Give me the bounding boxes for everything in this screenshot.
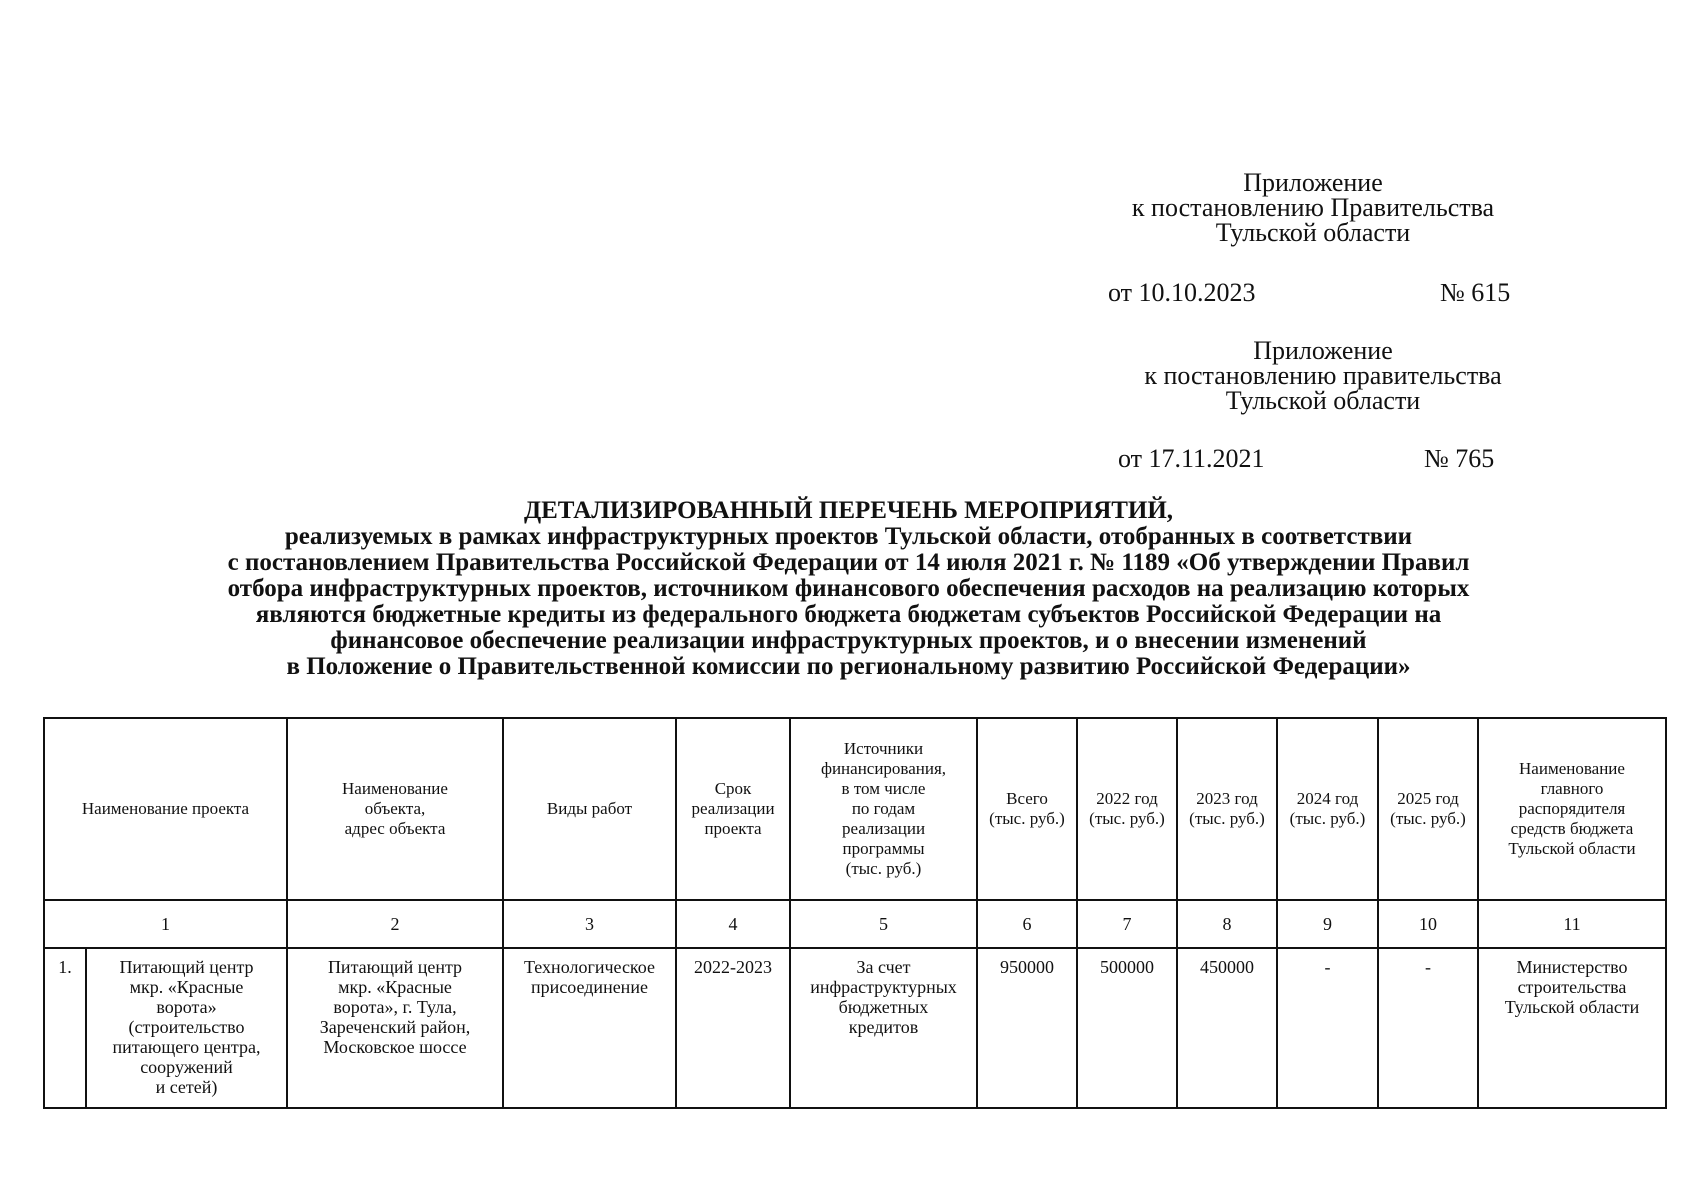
table-row (44, 948, 1666, 1108)
measures-table (43, 717, 1667, 1109)
header-2023: 2023 год (тыс. руб.) (1177, 718, 1277, 900)
appendix-current-line3: Тульской области (1215, 218, 1411, 247)
column-number: 2 (287, 900, 503, 948)
appendix-previous-line3: Тульской области (1225, 386, 1421, 415)
cell-object: Питающий центр мкр. «Красные ворота», г. Тула, Зареченский район, Московское шоссе (287, 948, 503, 1108)
title-line-5: являются бюджетные кредиты из федерального бюджета бюджетам субъектов Российской Федерации на (255, 601, 1442, 628)
document-title (0, 498, 1697, 680)
cell-project: Питающий центр мкр. «Красные ворота» (строительство питающего центра, сооружений и сетей) (86, 948, 287, 1108)
cell-2025: - (1378, 948, 1478, 1108)
appendix-previous-line1: Приложение (1253, 336, 1393, 365)
title-line-2: реализуемых в рамках инфраструктурных проектов Тульской области, отобранных в соответствии (284, 523, 1413, 550)
title-line-7: в Положение о Правительственной комиссии по региональному развитию Российской Федерации» (286, 653, 1411, 680)
appendix-previous (1118, 338, 1528, 413)
column-number: 11 (1478, 900, 1666, 948)
column-number: 10 (1378, 900, 1478, 948)
row-index: 1. (44, 948, 86, 1108)
title-line-3: с постановлением Правительства Российской Федерации от 14 июля 2021 г. № 1189 «Об утверждении Правил (227, 549, 1470, 576)
column-number: 8 (1177, 900, 1277, 948)
cell-2024: - (1277, 948, 1378, 1108)
appendix-current-line1: Приложение (1243, 168, 1383, 197)
appendix-previous-line2: к постановлению правительства (1144, 361, 1502, 390)
header-object: Наименование объекта, адрес объекта (287, 718, 503, 900)
header-administrator: Наименование главного распорядителя средств бюджета Тульской области (1478, 718, 1666, 900)
header-project: Наименование проекта (44, 718, 287, 900)
header-period: Срок реализации проекта (676, 718, 790, 900)
appendix-current-date: от 10.10.2023 (1108, 278, 1256, 307)
title-line-1: ДЕТАЛИЗИРОВАННЫЙ ПЕРЕЧЕНЬ МЕРОПРИЯТИЙ, (523, 497, 1174, 524)
column-number: 5 (790, 900, 977, 948)
header-works: Виды работ (503, 718, 676, 900)
appendix-current-number: № 615 (1440, 278, 1511, 307)
header-total: Всего (тыс. руб.) (977, 718, 1077, 900)
cell-administrator: Министерство строительства Тульской области (1478, 948, 1666, 1108)
column-number: 7 (1077, 900, 1177, 948)
cell-works: Технологическое присоединение (503, 948, 676, 1108)
cell-2022: 500000 (1077, 948, 1177, 1108)
header-sources: Источники финансирования, в том числе по годам реализации программы (тыс. руб.) (790, 718, 977, 900)
appendix-previous-number: № 765 (1424, 444, 1495, 473)
appendix-previous-date: от 17.11.2021 (1118, 444, 1265, 473)
table-header-row (44, 718, 1666, 900)
appendix-current-line2: к постановлению Правительства (1131, 193, 1495, 222)
cell-source: За счет инфраструктурных бюджетных кредитов (790, 948, 977, 1108)
column-number: 6 (977, 900, 1077, 948)
column-number: 9 (1277, 900, 1378, 948)
cell-2023: 450000 (1177, 948, 1277, 1108)
cell-period: 2022-2023 (676, 948, 790, 1108)
cell-total: 950000 (977, 948, 1077, 1108)
header-2024: 2024 год (тыс. руб.) (1277, 718, 1378, 900)
column-numbers-row (44, 900, 1666, 948)
column-number: 3 (503, 900, 676, 948)
header-2025: 2025 год (тыс. руб.) (1378, 718, 1478, 900)
column-number: 1 (44, 900, 287, 948)
title-line-4: отбора инфраструктурных проектов, источником финансового обеспечения расходов на реализацию которых (227, 575, 1470, 602)
header-2022: 2022 год (тыс. руб.) (1077, 718, 1177, 900)
title-line-6: финансовое обеспечение реализации инфраструктурных проектов, и о внесении изменений (330, 627, 1367, 654)
appendix-current (1108, 170, 1518, 245)
column-number: 4 (676, 900, 790, 948)
